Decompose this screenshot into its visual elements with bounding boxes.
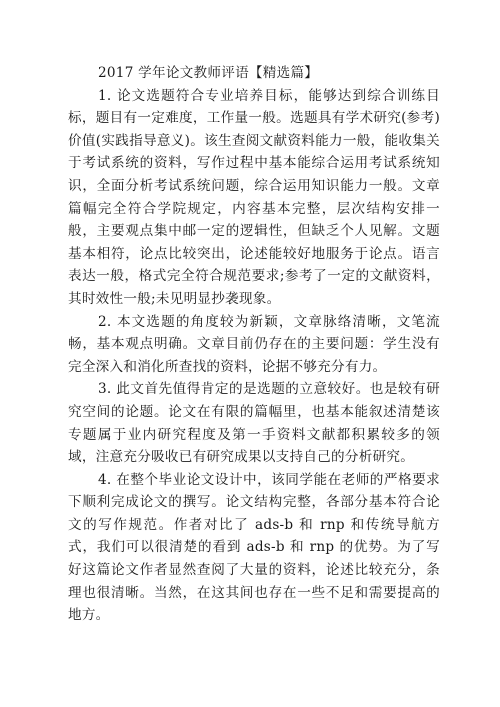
paragraph-text: 本文选题的角度较为新颖，文章脉络清晰，文笔流畅，基本观点明确。文章目前仍存在的主要问题：学生没有完全深入和消化所查找的资料，论据不够充分有力。	[68, 313, 440, 375]
paragraph-text: 在整个毕业论文设计中，该同学能在老师的严格要求下顺利完成论文的撰写。论文结构完整，各部分基本符合论文的写作规范。作者对比了 ads-b 和 rnp 和传统导航方式，我们可以很清楚的看到 ads-b 和 rnp 的优势。为了写好这篇论文作者显然查阅了大量的资料，论述比较充分，条理也很清晰。当然，在这其间也存在一些不足和需要提高的地方。	[68, 471, 440, 624]
paragraph-number: 3.	[98, 381, 112, 398]
paragraph-3	[68, 378, 440, 468]
document-body	[68, 62, 440, 627]
paragraph-text: 此文首先值得肯定的是选题的立意较好。也是较有研究空间的论题。论文在有限的篇幅里，也基本能叙述清楚该专题属于业内研究程度及第一手资料文献都积累较多的领域，注意充分吸收已有研究成果以支持自己的分析研究。	[68, 381, 440, 466]
paragraph-text: 论文选题符合专业培养目标，能够达到综合训练目标，题目有一定难度，工作量一般。选题具有学术研究(参考)价值(实践指导意义)。该生查阅文献资料能力一般，能收集关于考试系统的资料，写作过程中基本能综合运用考试系统知识，全面分析考试系统问题，综合运用知识能力一般。文章篇幅完全符合学院规定，内容基本完整，层次结构安排一般，主要观点集中邮一定的逻辑性，但缺乏个人见解。文题基本相符，论点比较突出，论述能较好地服务于论点。语言表达一般，格式完全符合规范要求;参考了一定的文献资料，其时效性一般;未见明显抄袭现象。	[68, 87, 440, 307]
paragraph-number: 2.	[98, 313, 112, 330]
paragraph-2	[68, 311, 440, 379]
paragraph-4	[68, 469, 440, 627]
paragraph-number: 4.	[98, 471, 112, 488]
paragraph-number: 1.	[98, 87, 112, 104]
paragraph-1	[68, 85, 440, 311]
document-title: 2017 学年论文教师评语【精选篇】	[98, 65, 319, 81]
